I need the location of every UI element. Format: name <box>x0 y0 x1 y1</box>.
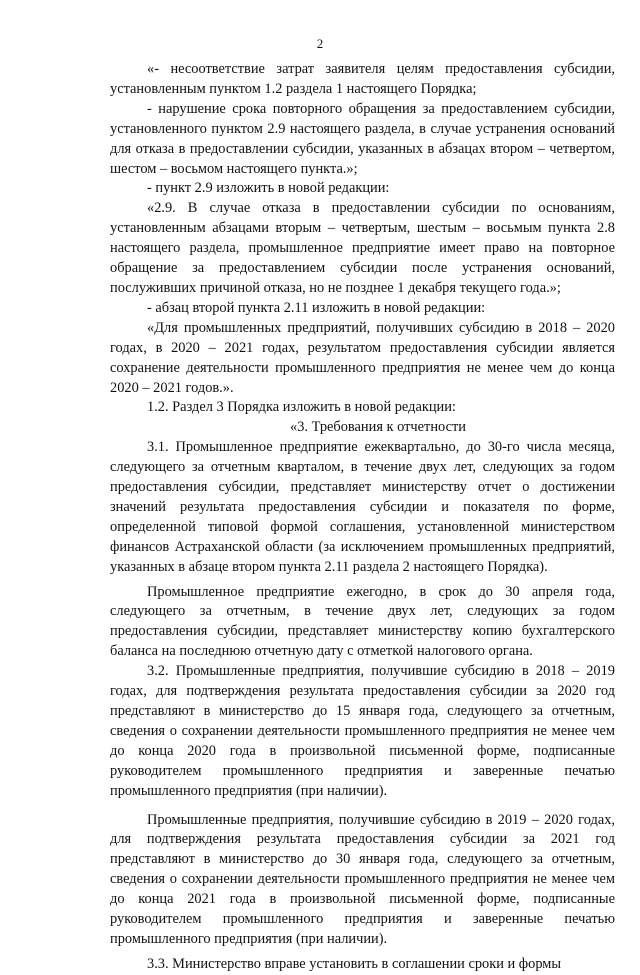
paragraph-2: - нарушение срока повторного обращения за предоставлением субсидии, установленного пунктом 2.9 настоящего раздела, в случае устранения оснований для отказа в предоставлении субсидии, указанных в абзацах втором – четвертом, шестом – восьмом настоящего пункта.»; <box>110 100 615 177</box>
paragraph-3-1: 3.1. Промышленное предприятие ежеквартально, до 30-го числа месяца, следующего за отчетным кварталом, в течение двух лет, следующих за годом предоставления субсидии, представляет министерству отчет о достижении значений результата предоставления субсидии и показателя по форме, определенной типовой формой соглашения, установленной министерством финансов Астраханской области (за исключением промышленных предприятий, указанных в абзаце втором пункта 2.11 раздела 2 настоящего Порядка). <box>110 439 615 575</box>
document-body <box>110 60 615 975</box>
paragraph-6: «Для промышленных предприятий, получивших субсидию в 2018 – 2020 годах, в 2020 – 2021 годах, результатом предоставления субсидии является сохранение деятельности промышленного предприятия не менее чем до конца 2020 – 2021 годов.». <box>110 319 615 396</box>
paragraph-3-1-annual: Промышленное предприятие ежегодно, в срок до 30 апреля года, следующего за отчетным, в течение двух лет, следующих за годом предоставления субсидии, представляет министерству копию бухгалтерского баланса на последнюю отчетную дату с отметкой налогового органа. <box>110 583 615 660</box>
section-heading: «3. Требования к отчетности <box>290 419 466 436</box>
page-number: 2 <box>316 36 324 51</box>
paragraph-3-2-second: Промышленные предприятия, получившие субсидию в 2019 – 2020 годах, для подтверждения результата предоставления субсидии за 2021 год представляют в министерство до 30 января года, следующего за отчетным, сведения о сохранении деятельности промышленного предприятия не менее чем до конца 2021 года в произвольной письменной форме, подписанные руководителем промышленного предприятия и заверенные печатью промышленного предприятия (при наличии). <box>110 811 615 947</box>
paragraph-4: «2.9. В случае отказа в предоставлении субсидии по основаниям, установленным абзацами вторым – четвертым, шестым – восьмым пункта 2.8 настоящего раздела, промышленное предприятие имеет право на повторное обращение за предоставлением субсидии после устранения оснований, послуживших причиной отказа, но не позднее 1 декабря текущего года.»; <box>110 200 615 296</box>
paragraph-7: 1.2. Раздел 3 Порядка изложить в новой редакции: <box>147 399 456 416</box>
paragraph-5: - абзац второй пункта 2.11 изложить в новой редакции: <box>147 299 486 316</box>
paragraph-3: - пункт 2.9 изложить в новой редакции: <box>147 180 390 197</box>
paragraph-3-2: 3.2. Промышленные предприятия, получившие субсидию в 2018 – 2019 годах, для подтверждения результата предоставления субсидии за 2020 год представляют в министерство до 15 января года, следующего за отчетным, сведения о сохранении деятельности промышленного предприятия не менее чем до конца 2020 года в произвольной письменной форме, подписанные руководителем промышленного предприятия и заверенные печатью промышленного предприятия (при наличии). <box>110 663 615 799</box>
paragraph-3-3: 3.3. Министерство вправе установить в соглашении сроки и формы <box>147 955 562 972</box>
paragraph-1: «- несоответствие затрат заявителя целям предоставления субсидии, установленным пунктом 1.2 раздела 1 настоящего Порядка; <box>110 61 615 97</box>
